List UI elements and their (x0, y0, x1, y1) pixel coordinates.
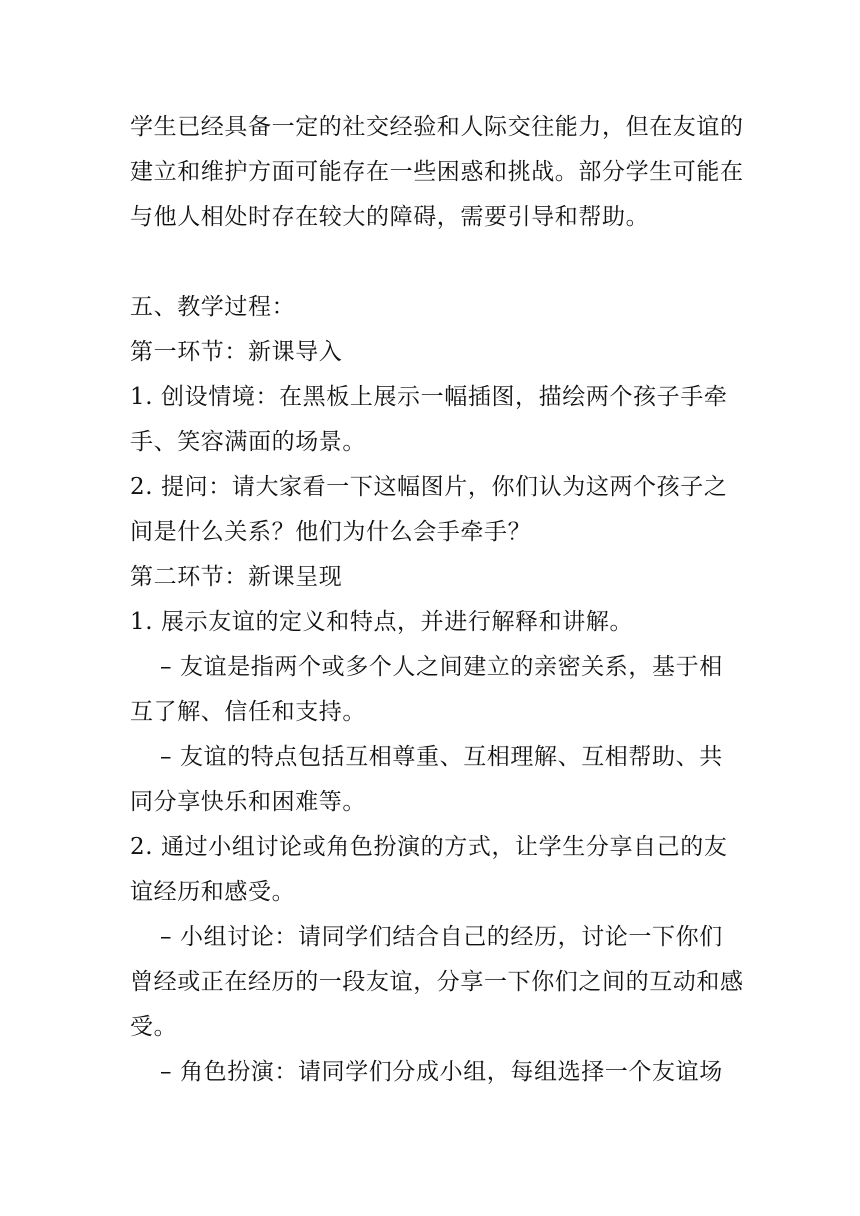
list-item-line: 谊经历和感受。 (130, 879, 296, 905)
subsection-heading: 第一环节：新课导入 (130, 339, 343, 365)
paragraph-line: 建立和维护方面可能存在一些困惑和挑战。部分学生可能在 (130, 159, 744, 185)
bullet-line: – 友谊是指两个或多个人之间建立的亲密关系，基于相 (160, 654, 723, 680)
subsection-heading: 第二环节：新课呈现 (130, 564, 343, 590)
bullet-continuation-line: 受。 (130, 1014, 178, 1040)
bullet-continuation-line: 互了解、信任和支持。 (130, 699, 366, 725)
paragraph-line: 学生已经具备一定的社交经验和人际交往能力，但在友谊的 (130, 114, 744, 140)
list-item-line: 2. 提问：请大家看一下这幅图片，你们认为这两个孩子之 (130, 474, 728, 500)
paragraph-line: 与他人相处时存在较大的障碍，需要引导和帮助。 (130, 204, 650, 230)
list-item-line: 1. 展示友谊的定义和特点，并进行解释和讲解。 (130, 609, 634, 635)
bullet-line: – 小组讨论：请同学们结合自己的经历，讨论一下你们 (160, 924, 723, 950)
list-item-line: 1. 创设情境：在黑板上展示一幅插图，描绘两个孩子手牵 (130, 384, 728, 410)
section-heading: 五、教学过程： (130, 294, 296, 320)
list-item-line: 手、笑容满面的场景。 (130, 429, 366, 455)
bullet-continuation-line: 同分享快乐和困难等。 (130, 789, 366, 815)
bullet-line: – 角色扮演：请同学们分成小组，每组选择一个友谊场 (160, 1059, 723, 1085)
list-item-line: 间是什么关系？他们为什么会手牵手？ (130, 519, 532, 545)
list-item-line: 2. 通过小组讨论或角色扮演的方式，让学生分享自己的友 (130, 834, 728, 860)
bullet-line: – 友谊的特点包括互相尊重、互相理解、互相帮助、共 (160, 744, 723, 770)
bullet-continuation-line: 曾经或正在经历的一段友谊，分享一下你们之间的互动和感 (130, 969, 744, 995)
